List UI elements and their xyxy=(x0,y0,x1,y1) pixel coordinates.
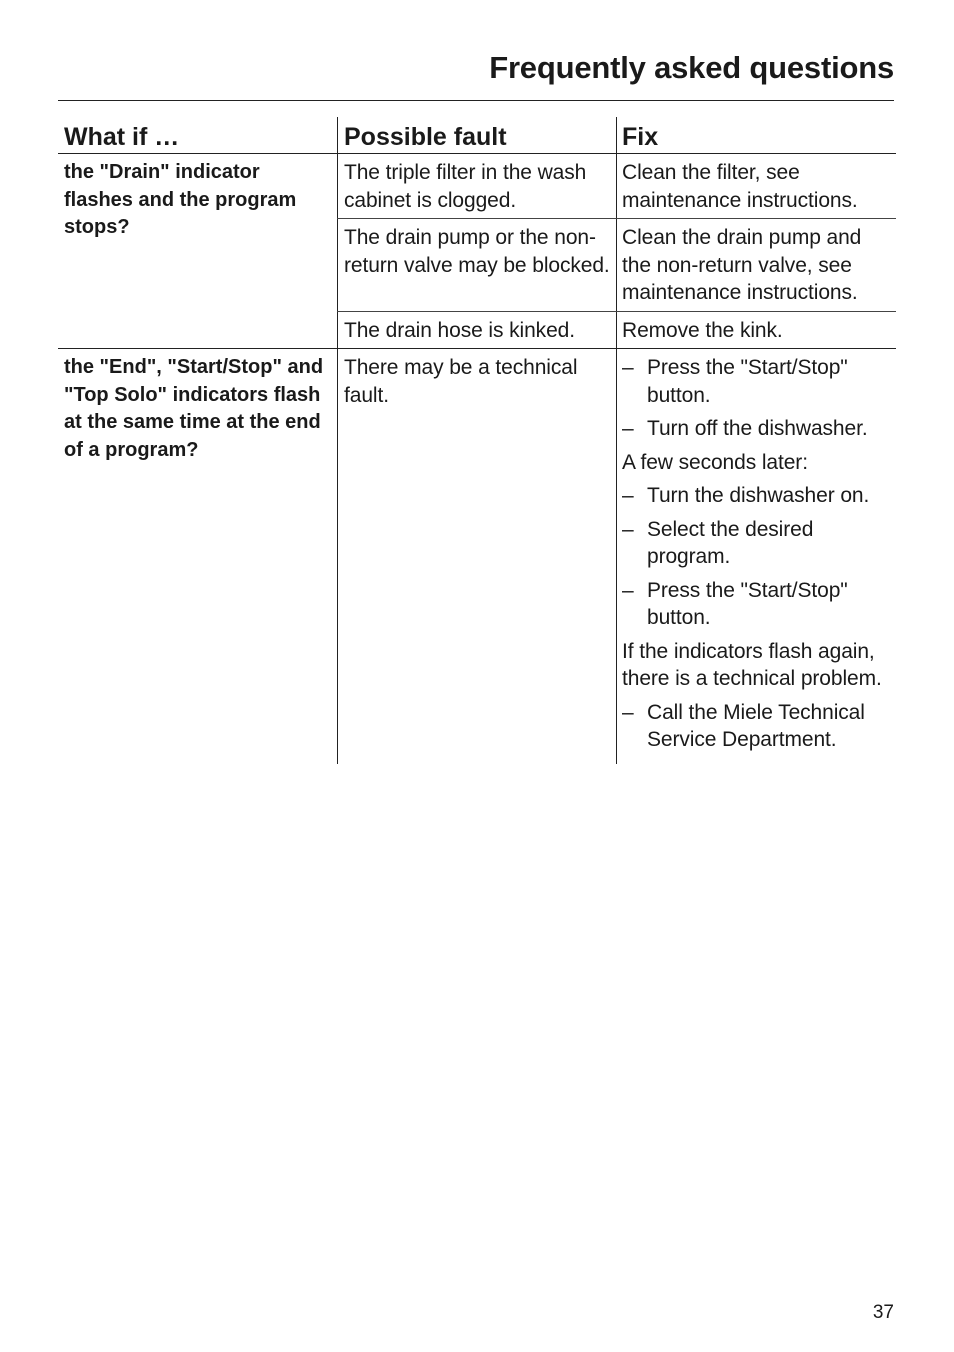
fix-cell: Clean the drain pump and the non-return valve, see maintenance instructions. xyxy=(616,219,896,311)
dash-bullet: – xyxy=(622,356,634,379)
table-row xyxy=(337,219,896,312)
faq-group-end-indicators xyxy=(58,349,896,764)
fix-step-text: Turn off the dishwasher. xyxy=(647,417,868,440)
table-header-row xyxy=(58,117,896,154)
dash-bullet: – xyxy=(622,700,634,724)
page-number: 37 xyxy=(872,1302,894,1323)
fix-step xyxy=(622,577,892,632)
fix-step-text: Turn the dishwasher on. xyxy=(647,484,870,507)
fix-cell: Remove the kink. xyxy=(616,312,896,349)
fix-step xyxy=(622,482,892,510)
header-possible-fault: Possible fault xyxy=(337,117,616,153)
fix-step-text: Press the "Start/Stop" button. xyxy=(647,578,848,629)
fault-cell: The drain pump or the non-return valve may be blocked. xyxy=(337,219,616,311)
question-drain: the "Drain" indicator flashes and the program stops? xyxy=(64,161,297,238)
fix-cell xyxy=(616,349,896,764)
fix-step-text: Call the Miele Technical Service Department. xyxy=(647,700,865,751)
fault-cell: The triple filter in the wash cabinet is clogged. xyxy=(337,154,616,218)
fix-step xyxy=(622,516,892,571)
faq-table xyxy=(58,117,896,764)
header-what-if: What if … xyxy=(64,123,180,151)
fix-step xyxy=(622,699,892,754)
page-title: Frequently asked questions xyxy=(489,50,894,85)
fix-note: A few seconds later: xyxy=(622,450,808,474)
dash-bullet: – xyxy=(622,484,634,507)
fix-step xyxy=(622,354,892,409)
title-divider xyxy=(58,100,894,101)
fix-cell: Clean the filter, see maintenance instructions. xyxy=(616,154,896,218)
fault-cell: The drain hose is kinked. xyxy=(337,312,616,349)
fix-note: If the indicators flash again, there is a technical problem. xyxy=(622,639,882,690)
faq-group-drain xyxy=(58,154,896,349)
table-row xyxy=(337,312,896,349)
fix-step xyxy=(622,415,892,443)
question-end-indicators: the "End", "Start/Stop" and "Top Solo" indicators flash at the same time at the end of a program? xyxy=(64,356,324,461)
table-row xyxy=(337,349,896,764)
fault-cell: There may be a technical fault. xyxy=(337,349,616,764)
fix-step-text: Press the "Start/Stop" button. xyxy=(647,356,848,407)
dash-bullet: – xyxy=(622,578,634,602)
table-row xyxy=(337,154,896,219)
fix-step-text: Select the desired program. xyxy=(647,517,814,568)
dash-bullet: – xyxy=(622,417,634,440)
dash-bullet: – xyxy=(622,517,634,541)
header-fix: Fix xyxy=(616,117,896,153)
